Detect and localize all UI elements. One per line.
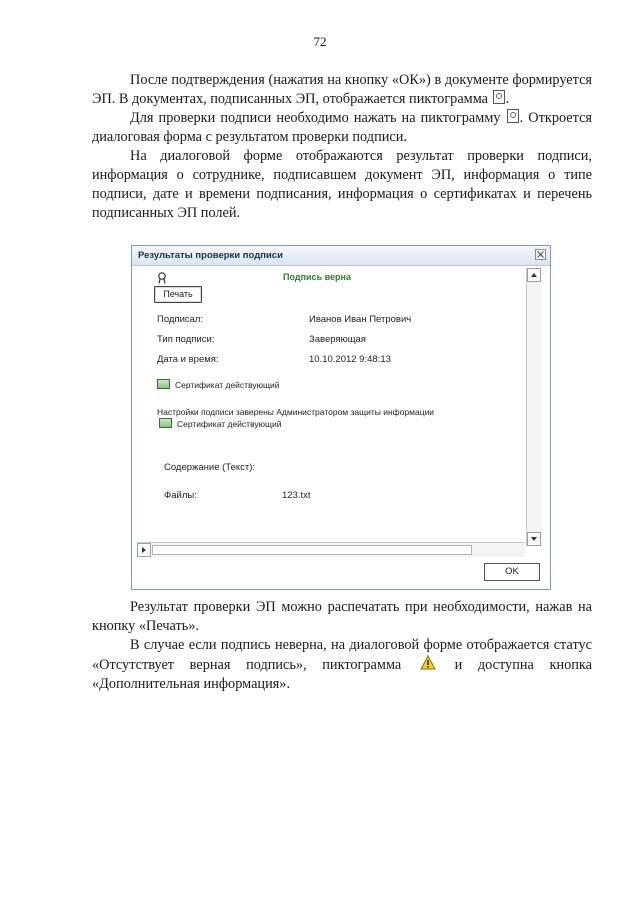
intro-text [92, 71, 592, 223]
warning-icon [420, 655, 436, 671]
scroll-down-button[interactable] [527, 532, 541, 546]
cert-status-1 [157, 379, 280, 390]
type-value: Заверяющая [309, 334, 366, 345]
paragraph-1-text: После подтверждения (нажатия на кнопку «ОК») в документе формируется ЭП. В документах, подписанных ЭП, отображается пиктограмма [92, 72, 592, 107]
dialog-title: Результаты проверки подписи [138, 250, 283, 261]
horizontal-scroll-thumb[interactable] [152, 545, 472, 555]
vertical-scrollbar[interactable] [526, 268, 542, 546]
scroll-up-button[interactable] [527, 268, 541, 282]
paragraph-5 [92, 636, 592, 694]
paragraph-3: На диалоговой форме отображаются результат проверки подписи, информация о сотруднике, подписавшем документ ЭП, информация о типе подписи, дате и времени подписания, информация о сертификатах и перечень подписанных ЭП полей. [92, 148, 592, 221]
paragraph-1-end: . [505, 91, 510, 107]
paragraph-4: Результат проверки ЭП можно распечатать при необходимости, нажав на кнопку «Печать». [92, 599, 592, 634]
signature-check-dialog [131, 245, 551, 590]
scroll-right-button[interactable] [137, 543, 151, 557]
ok-button[interactable]: OK [484, 563, 540, 581]
certificate-icon [157, 379, 170, 389]
close-icon [536, 250, 545, 259]
paragraph-2 [92, 109, 592, 147]
cert-status-2-text: Сертификат действующий [177, 419, 282, 429]
settings-text: Настройки подписи заверены Администратором защиты информации [157, 407, 435, 417]
print-button[interactable]: Печать [154, 286, 202, 303]
type-label: Тип подписи: [157, 334, 215, 345]
paragraph-1 [92, 71, 592, 109]
page-number: 72 [313, 34, 327, 49]
status-text: Подпись верна [283, 272, 351, 282]
signature-icon [493, 90, 505, 104]
cert-status-1-text: Сертификат действующий [175, 380, 280, 390]
signer-label: Подписал: [157, 314, 204, 325]
certificate-icon [159, 418, 172, 428]
paragraph-2-text: Для проверки подписи необходимо нажать на пиктограмму [130, 110, 501, 126]
signer-value: Иванов Иван Петрович [309, 314, 412, 325]
paragraph-5-end: и доступна кнопка «Дополнительная информация». [92, 657, 592, 692]
arrow-up-icon [528, 269, 540, 281]
cert-status-2 [159, 418, 282, 429]
signature-icon [507, 109, 519, 123]
arrow-down-icon [528, 533, 540, 545]
datetime-label: Дата и время: [157, 354, 219, 365]
dialog-content [137, 268, 527, 540]
horizontal-scrollbar[interactable] [137, 542, 525, 557]
content-label: Содержание (Текст): [164, 462, 256, 473]
closing-text [92, 598, 592, 694]
files-label: Файлы: [164, 490, 197, 501]
datetime-value: 10.10.2012 9:48:13 [309, 354, 391, 365]
files-value[interactable]: 123.txt [282, 490, 311, 501]
dialog-titlebar [132, 246, 550, 266]
paragraph-5-text: В случае если подпись неверна, на диалоговой форме отображается статус «Отсутствует верная подпись», пиктограмма [92, 637, 592, 673]
arrow-right-icon [138, 544, 150, 556]
paragraph-2-end: . Откроется диалоговая форма с результатом проверки подписи. [92, 110, 592, 145]
close-button[interactable] [535, 249, 546, 260]
